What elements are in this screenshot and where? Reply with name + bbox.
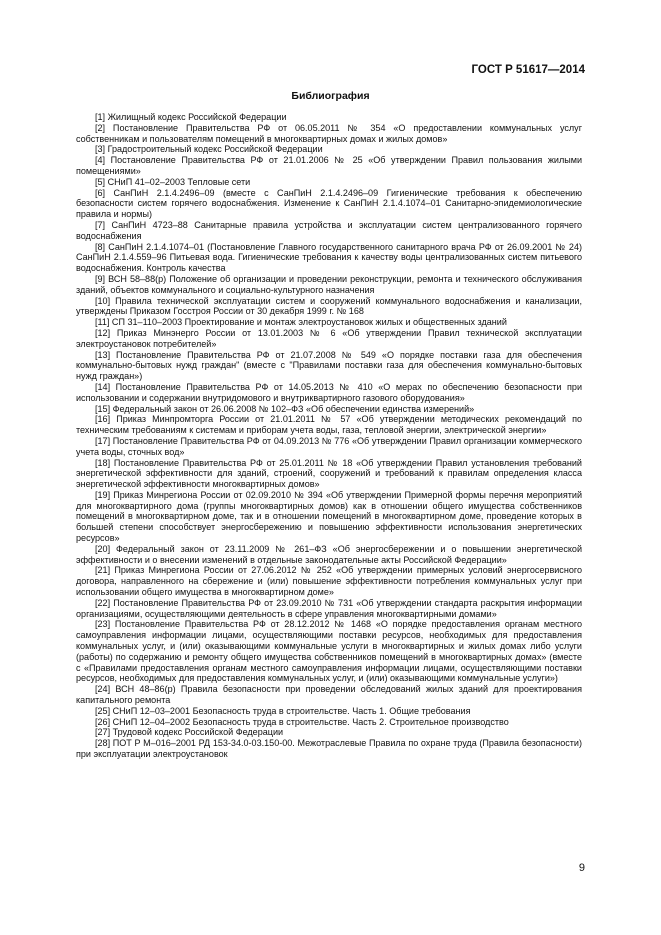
reference-item: [15] Федеральный закон от 26.06.2008 № 102–ФЗ «Об обеспечении единства измерений» — [95, 403, 475, 414]
reference-item: [11] СП 31–110–2003 Проектирование и монтаж электроустановок жилых и общественных зданий — [95, 317, 507, 328]
reference-item: [20] Федеральный закон от 23.11.2009 № 261–ФЗ «Об энергосбережении и о повышении энергетической эффективности и о внесении изменений в отдельные законодательные акты Российской Федерации» — [76, 543, 582, 565]
reference-item: [18] Постановление Правительства РФ от 25.01.2011 № 18 «Об утверждении Правил установления требований энергетической эффективности для зданий, строений, сооружений и требований к правилам определения класса энергетической эффективности многоквартирных домов» — [76, 457, 582, 490]
reference-item: [12] Приказ Минэнерго России от 13.01.2003 № 6 «Об утверждении Правил технической эксплуатации электроустановок потребителей» — [76, 327, 582, 349]
reference-item: [9] ВСН 58–88(р) Положение об организации и проведении реконструкции, ремонта и технического обслуживания зданий, объектов коммунального и социально-культурного назначения — [76, 273, 582, 295]
reference-item: [4] Постановление Правительства РФ от 21.01.2006 № 25 «Об утверждении Правил пользования жилыми помещениями» — [76, 155, 582, 176]
reference-item: [19] Приказ Минрегиона России от 02.09.2010 № 394 «Об утверждении Примерной формы перечня мероприятий для многоквартирного дома (группы многоквартирных домов) как в отношении общего имущества собственников помещений в многоквартирном доме, так и в отношении помещений в многоквартирном доме, проведение которых в большей степени способствует энергосбережению и повышению эффективности использования энергетических ресурсов» — [76, 489, 582, 544]
page-number: 9 — [578, 862, 585, 874]
reference-item: [23] Постановление Правительства РФ от 28.12.2012 № 1468 «О порядке предоставления органам местного самоуправления информации лицами, осуществляющими поставки ресурсов, необходимых для предоставления коммунальных услуг, и (или) оказывающими коммунальные услуги в многоквартирных и жилых домах либо услуги (работы) по содержанию и ремонту общего имущества собственников помещений в многоквартирных домах» (вместе с «Правилами предоставления органам местного самоуправления информации лицами, осуществляющими поставки ресурсов, необходимых для предоставления коммунальных услуг, и (или) оказывающими коммунальные услуги») — [76, 619, 582, 684]
reference-item: [2] Постановление Правительства РФ от 06.05.2011 № 354 «О предоставлении коммунальных услуг собственникам и пользователям помещений в многоквартирных домах и жилых домов» — [76, 122, 582, 144]
reference-item: [14] Постановление Правительства РФ от 14.05.2013 № 410 «О мерах по обеспечению безопасности при использовании и содержании внутридомового и внутриквартирного газового оборудования» — [76, 381, 582, 403]
reference-item: [7] СанПиН 4723–88 Санитарные правила устройства и эксплуатации систем централизованного горячего водоснабжения — [76, 219, 582, 241]
reference-item: [1] Жилищный кодекс Российской Федерации — [95, 112, 287, 122]
reference-item: [27] Трудовой кодекс Российской Федерации — [95, 727, 284, 738]
reference-item: [3] Градостроительный кодекс Российской Федерации — [95, 144, 323, 155]
reference-item: [8] СанПиН 2.1.4.1074–01 (Постановление Главного государственного санитарного врача РФ от 26.09.2001 № 24) СанПиН 2.1.4.559–96 Питьевая вода. Гигиенические требования к качеству воды централизованных систем питьевого водоснабжения. Контроль качества — [76, 241, 582, 274]
reference-item: [10] Правила технической эксплуатации систем и сооружений коммунального водоснабжения и канализации, утверждены Приказом Госстроя России от 30 декабря 1999 г. № 168 — [76, 295, 582, 317]
reference-item: [13] Постановление Правительства РФ от 21.07.2008 № 549 «О порядке поставки газа для обеспечения коммунально-бытовых нужд граждан" (вместе с "Правилами поставки газа для обеспечения коммунально-бытовых нужд граждан») — [76, 349, 582, 382]
reference-item: [25] СНиП 12–03–2001 Безопасность труда в строительстве. Часть 1. Общие требования — [95, 705, 471, 716]
reference-item: [6] СанПиН 2.1.4.2496–09 (вместе с СанПиН 2.1.4.2496–09 Гигиенические требования к обеспечению безопасности систем горячего водоснабжения. Изменение к СанПиН 2.1.4.1074–01 Санитарно-эпидемиологические правила и нормы) — [76, 187, 582, 220]
document-code: ГОСТ Р 51617—2014 — [471, 64, 585, 76]
bibliography-title: Библиография — [291, 90, 370, 102]
reference-item: [5] СНиП 41–02–2003 Тепловые сети — [95, 176, 251, 187]
reference-item: [17] Постановление Правительства РФ от 04.09.2013 № 776 «Об утверждении Правил организации коммерческого учета воды, сточных вод» — [76, 435, 582, 457]
reference-item: [24] ВСН 48–86(р) Правила безопасности при проведении обследований жилых зданий для проектирования капитального ремонта — [76, 684, 582, 706]
reference-item: [28] ПОТ Р М–016–2001 РД 153-34.0-03.150-00. Межотраслевые Правила по охране труда (Правила безопасности) при эксплуатации электроустановок — [76, 738, 582, 760]
reference-item: [22] Постановление Правительства РФ от 23.09.2010 № 731 «Об утверждении стандарта раскрытия информации организациями, осуществляющими деятельность в сфере управления многоквартирными домами» — [76, 597, 582, 619]
reference-item: [16] Приказ Минпромторга России от 21.01.2011 № 57 «Об утверждении методических рекомендаций по техническим требованиям к системам и приборам учета воды, газа, тепловой энергии, электрической энергии» — [76, 414, 582, 436]
reference-list — [76, 112, 582, 760]
reference-item: [26] СНиП 12–04–2002 Безопасность труда в строительстве. Часть 2. Строительное производство — [95, 716, 509, 727]
reference-item: [21] Приказ Минрегиона России от 27.06.2012 № 252 «Об утверждении примерных условий энергосервисного договора, направленного на сбережение и (или) повышение эффективности потребления коммунальных услуг при использовании общего имущества в многоквартирном доме» — [76, 565, 582, 598]
